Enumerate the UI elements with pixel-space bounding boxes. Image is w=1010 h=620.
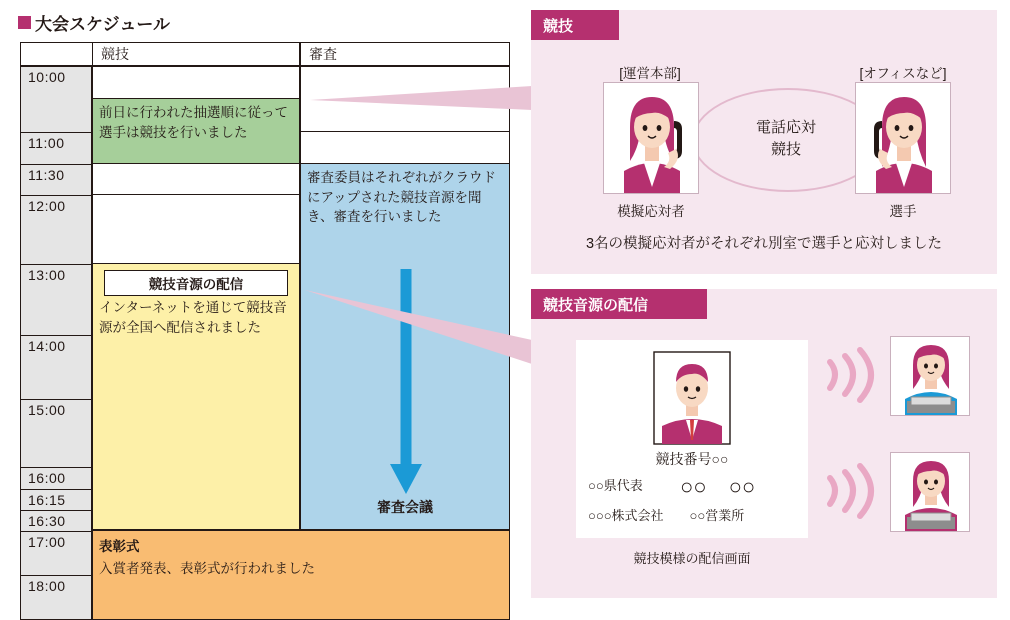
svg-text:○○ ○○: ○○ ○○ (680, 474, 756, 499)
panel-competition-footer: 3名の模擬応対者がそれぞれ別室で選手と応対しました (585, 236, 943, 252)
time-row-1630: 16:30 (20, 510, 92, 531)
page-title-text: 大会スケジュール (35, 15, 170, 34)
svg-text:○○県代表: ○○県代表 (588, 478, 643, 493)
panel-competition-center-line1: 電話応対 (755, 119, 816, 136)
time-row-1000: 10:00 (20, 66, 92, 132)
time-row-1100: 11:00 (20, 132, 92, 164)
column-header-judging-label: 審査 (309, 46, 337, 62)
column-header-competition (92, 42, 300, 66)
contestant-illustration (856, 83, 951, 194)
svg-text:○○○株式会社 ○○営業所: ○○○株式会社 ○○営業所 (588, 508, 745, 523)
block-judging-meeting-label: 審査会議 (377, 499, 433, 515)
time-row-1600: 16:00 (20, 467, 92, 489)
panel-competition-center-line2: 競技 (770, 141, 801, 158)
panel-competition-left-caption: 模擬応対者 (617, 204, 685, 219)
block-judging (300, 163, 510, 530)
schedule-table (20, 42, 510, 598)
block-ceremony-text: 入賞者発表、表彰式が行われました (99, 560, 315, 576)
block-broadcast-label: 競技音源の配信 (104, 270, 288, 296)
panel-competition-right-caption: 選手 (889, 204, 917, 219)
viewer-2-illustration (891, 453, 970, 532)
block-ceremony (92, 530, 510, 620)
time-row-1800: 18:00 (20, 575, 92, 620)
panel-competition-right-label: [オフィスなど] (859, 66, 947, 81)
panel-competition-left-label: [運営本部] (619, 66, 681, 81)
block-ceremony-title: 表彰式 (99, 539, 140, 554)
time-row-1130: 11:30 (20, 164, 92, 195)
panel-competition-title: 競技 (531, 10, 619, 40)
block-competition (92, 98, 300, 164)
block-broadcast-text: インターネットを通じて競技音源が全国へ配信されました (99, 300, 287, 335)
title-bullet-icon (18, 16, 31, 29)
broadcast-screen-illustration (576, 340, 808, 538)
time-row-1615: 16:15 (20, 489, 92, 510)
mock-operator-illustration (604, 83, 699, 194)
time-row-1400: 14:00 (20, 335, 92, 399)
block-broadcast (92, 263, 300, 530)
broadcast-screen (576, 340, 808, 538)
panel-broadcast-caption: 競技模様の配信画面 (633, 551, 751, 566)
photo-mock-operator (603, 82, 699, 194)
photo-viewer-1 (890, 336, 970, 416)
photo-viewer-2 (890, 452, 970, 532)
photo-contestant (855, 82, 951, 194)
viewer-1-illustration (891, 337, 970, 416)
time-row-1500: 15:00 (20, 399, 92, 467)
svg-text:競技番号○○: 競技番号○○ (655, 451, 729, 467)
page-title (18, 10, 170, 35)
block-judging-text: 審査委員はそれぞれがクラウドにアップされた競技音源を聞き、審査を行いました (307, 170, 496, 225)
time-row-1700: 17:00 (20, 531, 92, 575)
block-competition-text: 前日に行われた抽選順に従って選手は競技を行いました (99, 105, 288, 140)
time-row-1300: 13:00 (20, 264, 92, 335)
panel-broadcast-title: 競技音源の配信 (531, 289, 707, 319)
column-header-judging (300, 42, 510, 66)
time-column-header (20, 42, 92, 66)
column-header-competition-label: 競技 (101, 46, 129, 62)
time-row-1200: 12:00 (20, 195, 92, 264)
